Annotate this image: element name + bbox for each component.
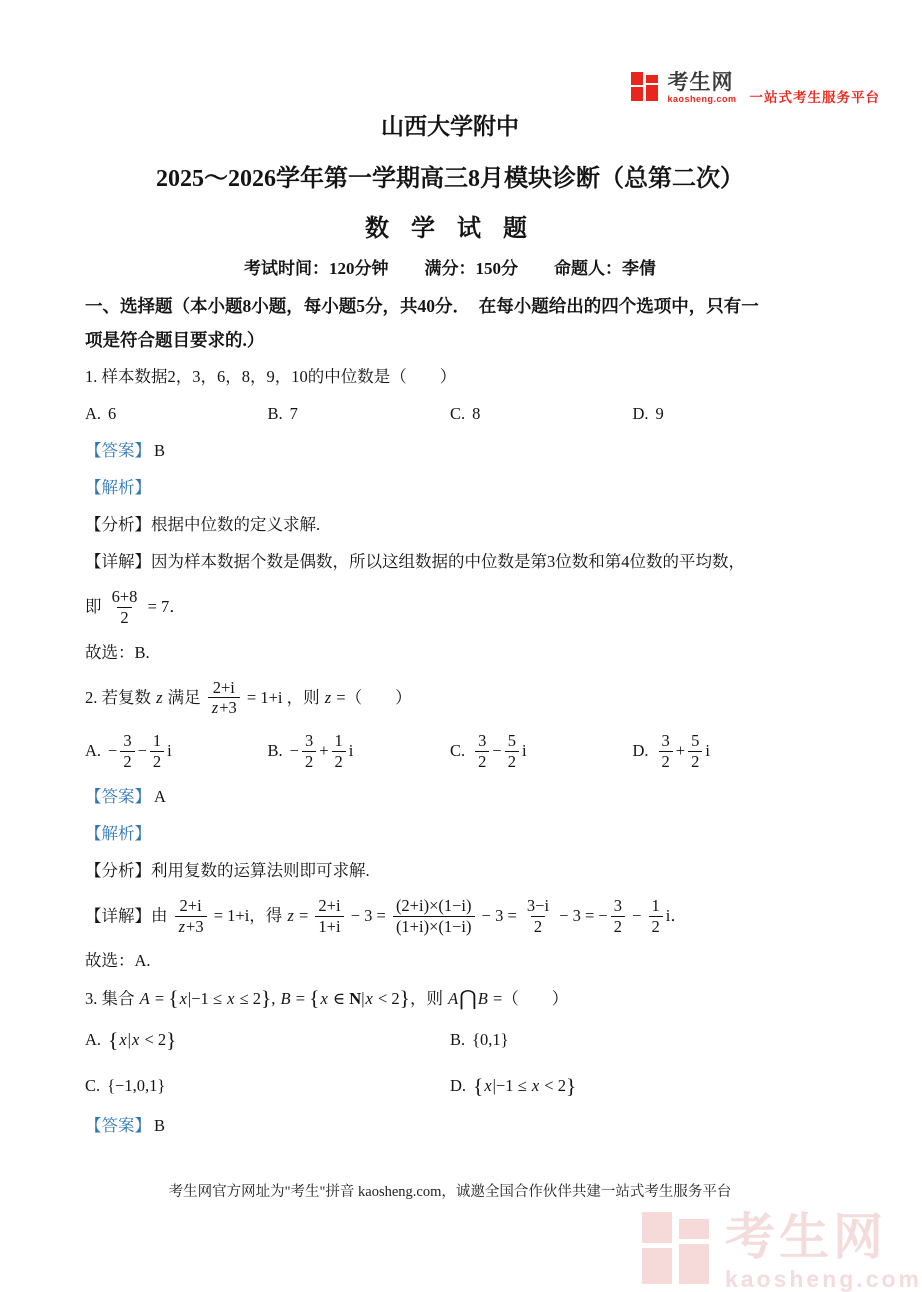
- question-1-option-a: A. 6: [85, 404, 117, 423]
- answer-value: B: [154, 441, 166, 460]
- question-2-guxuan: 故选：A.: [85, 951, 151, 971]
- jiexi-label: 【解析】: [85, 478, 151, 497]
- section-heading-line1: 一、选择题（本小题8小题，每小题5分，共40分． 在每小题给出的四个选项中，只有一: [85, 296, 759, 316]
- watermark-brand-domain: kaosheng.com: [724, 1266, 922, 1292]
- question-3-option-c: C. {−1,0,1}: [85, 1076, 166, 1096]
- question-2-option-a: A. − $\frac{3}{2}$ − $\frac{1}{2}$ i: [85, 731, 172, 771]
- question-2-answer: [85, 785, 815, 809]
- xiangjie-text: 因为样本数据个数是偶数，所以这组数据的中位数是第3位数和第4位数的平均数，: [151, 552, 745, 571]
- fenxi-text: 根据中位数的定义求解.: [151, 515, 321, 534]
- question-2-stem: 2. 若复数 z 满足 $\frac{2+i}{z+3}$ = 1+i ，则 z =（ ）: [85, 677, 412, 718]
- question-3-options: [85, 1025, 815, 1101]
- question-3-answer: [85, 1114, 815, 1138]
- question-3-option-d: D. { x |−1 ≤ x < 2 }: [450, 1074, 577, 1099]
- exam-time: 考试时间：120分钟: [244, 259, 389, 278]
- question-2-option-d: D. $\frac{3}{2}$ + $\frac{5}{2}$ i: [632, 731, 710, 771]
- question-2-option-b: B. − $\frac{3}{2}$ + $\frac{1}{2}$ i: [267, 731, 354, 771]
- answer-label: 【答案】: [85, 786, 151, 806]
- brand-tagline: 一站式考生服务平台: [749, 90, 880, 105]
- xiangjie-label: 【详解】: [85, 552, 151, 571]
- section-heading: [85, 289, 815, 357]
- brand-name: 考生网: [667, 71, 734, 94]
- answer-value: B: [154, 1116, 166, 1136]
- kaosheng-logo-icon: [631, 72, 658, 102]
- question-2-jiexi: [85, 822, 815, 846]
- answer-label: 【答案】: [85, 441, 151, 460]
- question-1-jiexi: [85, 476, 815, 500]
- question-1-stem: 1. 样本数据2，3，6，8，9，10的中位数是（ ）: [85, 367, 457, 386]
- question-1-option-c: C. 8: [450, 404, 481, 423]
- subject-title: 数 学 试 题: [365, 216, 535, 242]
- question-3-option-a: A. { x | x < 2 }: [85, 1028, 177, 1053]
- jiexi-label: 【解析】: [85, 823, 151, 843]
- question-1-math-line: 即 $\frac{6+8}{2}$ = 7．: [85, 587, 186, 627]
- answer-value: A: [154, 786, 166, 806]
- exam-title: 2025～2026学年第一学期高三8月模块诊断（总第二次）: [156, 166, 744, 192]
- exam-full-score: 满分：150分: [424, 259, 518, 278]
- kaosheng-logo-text: [667, 72, 736, 104]
- question-2-option-c: C. $\frac{3}{2}$ − $\frac{5}{2}$ i: [450, 731, 527, 771]
- school-title: 山西大学附中: [381, 114, 519, 139]
- exam-info-line: [85, 257, 815, 281]
- fenxi-label: 【分析】: [85, 515, 151, 534]
- fenxi-label: 【分析】: [85, 860, 151, 880]
- footer-note: 考生网官方网址为"考生"拼音 kaosheng.com，诚邀全国合作伙伴共建一站式考生服务平台: [168, 1184, 732, 1200]
- question-1-option-b: B. 7: [267, 404, 298, 423]
- question-1-answer: [85, 439, 815, 463]
- fenxi-text: 利用复数的运算法则即可求解.: [151, 860, 370, 880]
- question-3-option-b: B. {0,1}: [450, 1030, 509, 1050]
- question-1-guxuan: 故选：B.: [85, 642, 150, 662]
- question-3-stem: 3. 集合 A = { x |−1 ≤ x ≤ 2 } , B = { x ∈ N | x < 2 } ，则 A ⋂ B =（ ）: [85, 986, 569, 1011]
- question-1-options: [85, 402, 815, 426]
- watermark-brand-name: 考生网: [724, 1209, 887, 1265]
- question-1-fenxi: [85, 513, 815, 537]
- brand-domain: kaosheng.com: [667, 94, 737, 104]
- question-2-options: [85, 731, 815, 772]
- answer-label: 【答案】: [85, 1116, 151, 1136]
- section-heading-line2: 项是符合题目要求的.）: [85, 330, 265, 350]
- exam-author: 命题人：李倩: [554, 259, 656, 278]
- kaosheng-watermark-text: [724, 1209, 922, 1292]
- kaosheng-watermark-icon: [642, 1212, 709, 1286]
- question-2-fenxi: [85, 859, 815, 883]
- question-1-option-d: D. 9: [632, 404, 664, 423]
- kaosheng-brand-bar: [631, 72, 880, 106]
- question-1-xiangjie: [85, 550, 815, 574]
- question-2-xiangjie: 【详解】 由 $\frac{2+i}{z+3}$ = 1+i，得 z = $\frac{2+i}{1+i}$ − 3 = $\frac{(2+i)\times(1-i)}{(1+i)\times(1-i)}$ − 3 = $\frac{3-i}{2}$ − 3 = − $\frac{3}{2}$ − $\frac{1}{2}$ i．: [85, 895, 687, 936]
- kaosheng-watermark: [642, 1209, 922, 1292]
- xiangjie-label: 【详解】: [85, 906, 151, 926]
